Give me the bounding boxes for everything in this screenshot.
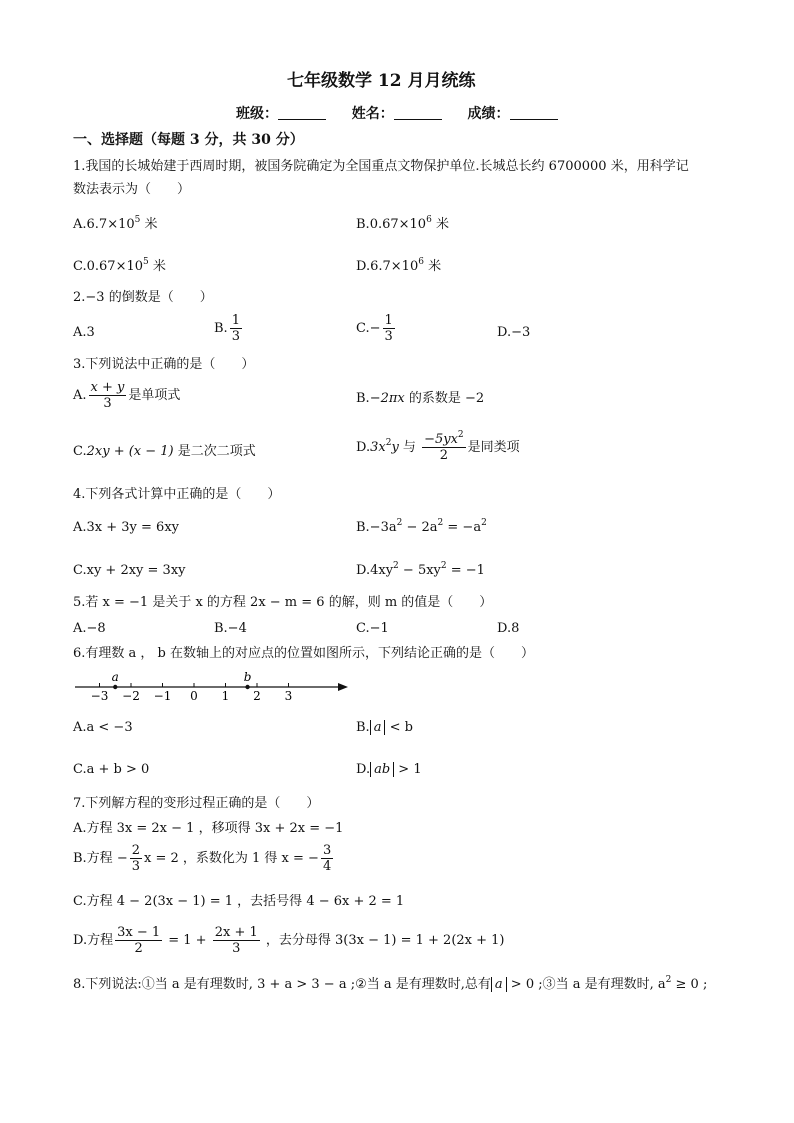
name-blank bbox=[394, 106, 442, 120]
q7-option-c: C.方程 4 − 2(3x − 1) = 1 ，去括号得 4 − 6x + 2 = 1 bbox=[73, 894, 405, 909]
q1-stem-line1: 1.我国的长城始建于西周时期，被国务院确定为全国重点文物保护单位.长城总长约 6700000 米，用科学记 bbox=[73, 159, 689, 174]
q4-option-d: $D.4xy^2 - 5xy^2 = -1$ bbox=[356, 561, 485, 578]
score-blank bbox=[510, 106, 558, 120]
q4-option-b: $B.-3a^2 - 2a^2 = -a^2$ bbox=[356, 518, 487, 535]
number-line-figure bbox=[70, 666, 355, 706]
q7-option-d: D.方程 $\frac{3x - 1}{2}$ = 1 + $\frac{2x + 1}{3}$ ，去分母得 3(3x − 1) = 1 + 2(2x + 1) bbox=[73, 925, 505, 956]
number-line-tick-label: −2 bbox=[122, 689, 140, 703]
q3-option-a: A. $\frac{x + y}{3}$ 是单项式 bbox=[73, 380, 181, 411]
page-title: 七年级数学 12 月月统练 bbox=[287, 71, 476, 91]
score-label: 成绩： bbox=[467, 106, 510, 122]
number-line-point-a bbox=[113, 685, 117, 689]
number-line-tick-label: 1 bbox=[221, 689, 230, 703]
q7-option-a: A.方程 3x = 2x − 1 ，移项得 3x + 2x = −1 bbox=[73, 821, 344, 836]
number-line-tick-label: 2 bbox=[253, 689, 261, 703]
name-label: 姓名： bbox=[351, 106, 394, 122]
q6-option-b: B. a < b bbox=[356, 720, 413, 735]
number-line-tick-label: 3 bbox=[284, 689, 293, 703]
q3-stem: 3.下列说法中正确的是（ ） bbox=[73, 357, 255, 372]
q1-option-b: $B.0.67\times 10^6$ 米 bbox=[356, 215, 449, 232]
q7-option-b: B.方程 − $\frac{2}{3}$ x = 2 ，系数化为 1 得 x = − $\frac{3}{4}$ bbox=[73, 843, 332, 874]
q1-option-a: $A.6.7\times 10^5$ 米 bbox=[73, 215, 158, 232]
q3-option-d: $D.3x^2y$ 与 $\frac{-5yx^2}{2}$ 是同类项 bbox=[356, 430, 520, 463]
q8-stem: 8.下列说法:①当 a 是有理数时, 3 + a > 3 − a ;②当 a 是有理数时,总有 a > 0 ;③当 a 是有理数时, $a^2 \ge 0$ ; bbox=[73, 975, 708, 992]
q4-option-c: C.xy + 2xy = 3xy bbox=[73, 563, 186, 578]
q3-option-c: C.2xy + (x − 1) 是二次二项式 bbox=[73, 444, 256, 459]
q6-option-d: D. ab > 1 bbox=[356, 762, 422, 777]
q5-stem: 5.若 x = −1 是关于 x 的方程 2x − m = 6 的解，则 m 的值是（ ） bbox=[73, 595, 493, 610]
number-line-arrow bbox=[338, 683, 348, 691]
q4-option-a: A.3x + 3y = 6xy bbox=[73, 520, 179, 535]
number-line-point-label: b bbox=[243, 670, 252, 684]
section-heading: 一、选择题（每题 3 分，共 30 分） bbox=[73, 132, 304, 148]
q3-option-b: B.−2πx 的系数是 −2 bbox=[356, 391, 485, 406]
class-blank bbox=[278, 106, 326, 120]
q1-option-c: $C.0.67\times 10^5$ 米 bbox=[73, 257, 166, 274]
q5-option-a: A.−8 bbox=[73, 621, 106, 636]
q2-option-c: C.− $\frac{1}{3}$ bbox=[356, 313, 393, 344]
q2-option-a: A.3 bbox=[73, 325, 95, 340]
q2-option-d: D.−3 bbox=[497, 325, 531, 340]
q7-stem: 7.下列解方程的变形过程正确的是（ ） bbox=[73, 796, 320, 811]
q5-option-b: B.−4 bbox=[214, 621, 247, 636]
number-line-tick-label: 0 bbox=[190, 689, 198, 703]
number-line-point-b bbox=[245, 685, 249, 689]
q6-option-a: A.a < −3 bbox=[73, 720, 133, 735]
class-label: 班级： bbox=[236, 106, 278, 122]
q1-stem-line2: 数法表示为（ ） bbox=[73, 182, 191, 197]
q6-option-c: C.a + b > 0 bbox=[73, 762, 150, 777]
q2-stem: 2.−3 的倒数是（ ） bbox=[73, 290, 213, 305]
q6-stem: 6.有理数 a ， b 在数轴上的对应点的位置如图所示，下列结论正确的是（ ） bbox=[73, 646, 535, 661]
number-line-point-label: a bbox=[111, 670, 119, 684]
student-info-header bbox=[236, 105, 558, 123]
q2-option-b: B. $\frac{1}{3}$ bbox=[214, 313, 240, 344]
q1-option-d: $D.6.7\times 10^6$ 米 bbox=[356, 257, 442, 274]
q4-stem: 4.下列各式计算中正确的是（ ） bbox=[73, 487, 281, 502]
number-line-tick-label: −3 bbox=[90, 689, 109, 703]
q5-option-d: D.8 bbox=[497, 621, 520, 636]
q5-option-c: C.−1 bbox=[356, 621, 389, 636]
number-line-tick-label: −1 bbox=[153, 689, 172, 703]
